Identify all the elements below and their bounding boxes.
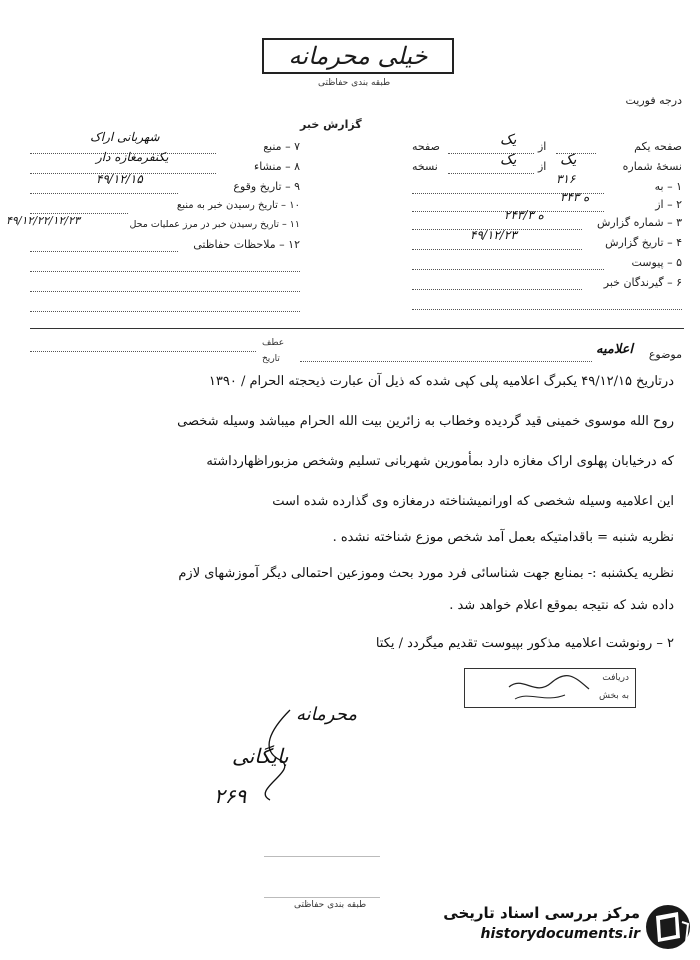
field-label-received-source: ۱۰ – تاریخ رسیدن خبر به منبع [176,200,300,211]
field-label-origin: ۸ – منشاء [254,160,300,173]
field-value-source: شهربانی اراک [90,130,160,144]
classification-stamp [262,38,454,74]
archive-logo [428,900,696,956]
field-value-to: ۳۱۶ [556,172,576,186]
field-value-copy-total: یک [500,152,517,168]
field-value-origin: یکنفرمغازه دار [96,150,169,164]
classification-text: خیلی محرمانه [288,42,428,70]
field-value-page: یک [500,132,517,148]
field-label-to: ۱ – به [654,180,682,193]
field-label-report-number: ۳ – شماره گزارش [596,216,682,229]
field-tail-page: صفحه [412,140,440,153]
field-tail-copy: نسخه [412,160,438,173]
received-stamp [464,668,636,708]
body-line-3: که درخیابان پهلوی اراک مغازه دارد بمأمورین شهربانی تسلیم وشخص مزبوراظهارداشته [206,454,674,469]
field-label-received-ops: ۱۱ – تاریخ رسیدن خبر در مرز عملیات محل [129,219,300,230]
field-value-report-number: ۲۴۳/۳ ه [504,208,544,222]
received-line-2: به بخش [599,691,629,701]
handwriting-line-1: محرمانه [296,704,357,725]
field-value-copy: یک [560,152,577,168]
field-mid-copy: از [538,160,547,173]
footer-stamp [258,852,386,918]
date-label: تاریخ [262,354,280,364]
subject-value: اعلامیه [596,342,633,357]
field-value-occurrence-date: ۴۹/۱۲/۱۵ [96,172,143,186]
handwriting-number: ۲۶۹ [214,784,247,808]
subject-label: موضوع [648,348,682,361]
logo-center-name: مرکز بررسی اسناد تاریخی [443,904,640,922]
body-line-8: ۲ – رونوشت اعلامیه مذکور بپیوست تقدیم میگردد / یکتا [375,636,674,651]
received-stamp-scribble [505,673,595,705]
field-label-occurrence-date: ۹ – تاریخ وقوع [233,180,300,193]
atf-label: عطف [262,338,285,348]
field-label-from: ۲ – از [655,198,682,211]
signature-scribble [230,700,310,810]
urgency-label: درجه فوریت [625,94,682,107]
field-label-source: ۷ – منبع [263,140,300,153]
body-line-7: داده شد که نتیجه بموقع اعلام خواهد شد . [449,598,674,613]
field-label-attachment: ۵ – پیوست [631,256,682,269]
archive-emblem-icon [644,902,692,952]
field-mid-page: از [538,140,547,153]
field-value-received-ops: ۴۹/۱۲/۲۲/۱۲/۲۳ [6,214,80,227]
field-value-report-date: ۴۹/۱۲/۲۳ [470,228,517,242]
form-title: گزارش خبر [300,118,362,131]
body-line-4: این اعلامیه وسیله شخصی که اورانمیشناخته درمغازه وی گذارده شده است [272,494,674,509]
classification-caption: طبقه بندی حفاظتی [318,78,391,88]
field-label-recipients: ۶ – گیرندگان خبر [603,276,682,289]
body-line-5: نظریه شنبه = باقدامتیکه بعمل آمد شخص موزع شناخته نشده . [332,530,674,545]
field-label-report-date: ۴ – تاریخ گزارش [605,236,682,249]
body-line-1: درتاریخ ۴۹/۱۲/۱۵ یکبرگ اعلامیه پلی کپی شده که ذیل آن عبارت ذیحجته الحرام / ۱۳۹۰ [208,374,674,389]
received-line-1: دریافت [602,673,629,683]
body-line-6: نظریه یکشنبه :- بمنابع جهت شناسائی فرد مورد بحث وموزعین احتمالی دیگر آموزشهای لازم [178,566,674,581]
field-value-from: ۳۴۳ ه [560,190,590,204]
field-label-security-notes: ۱۲ – ملاحظات حفاظتی [193,238,300,251]
field-label-page: صفحه یکم [634,140,682,153]
field-label-copy: نسخهٔ شماره [622,160,682,173]
footer-classification-caption: طبقه بندی حفاظتی [294,900,367,910]
handwriting-line-2: بایگانی [232,744,289,768]
logo-website: historydocuments.ir [480,926,640,942]
body-line-2: روح الله موسوی خمینی قید گردیده وخطاب به زائرین بیت الله الحرام میباشد وسیله شخصی [177,414,674,429]
